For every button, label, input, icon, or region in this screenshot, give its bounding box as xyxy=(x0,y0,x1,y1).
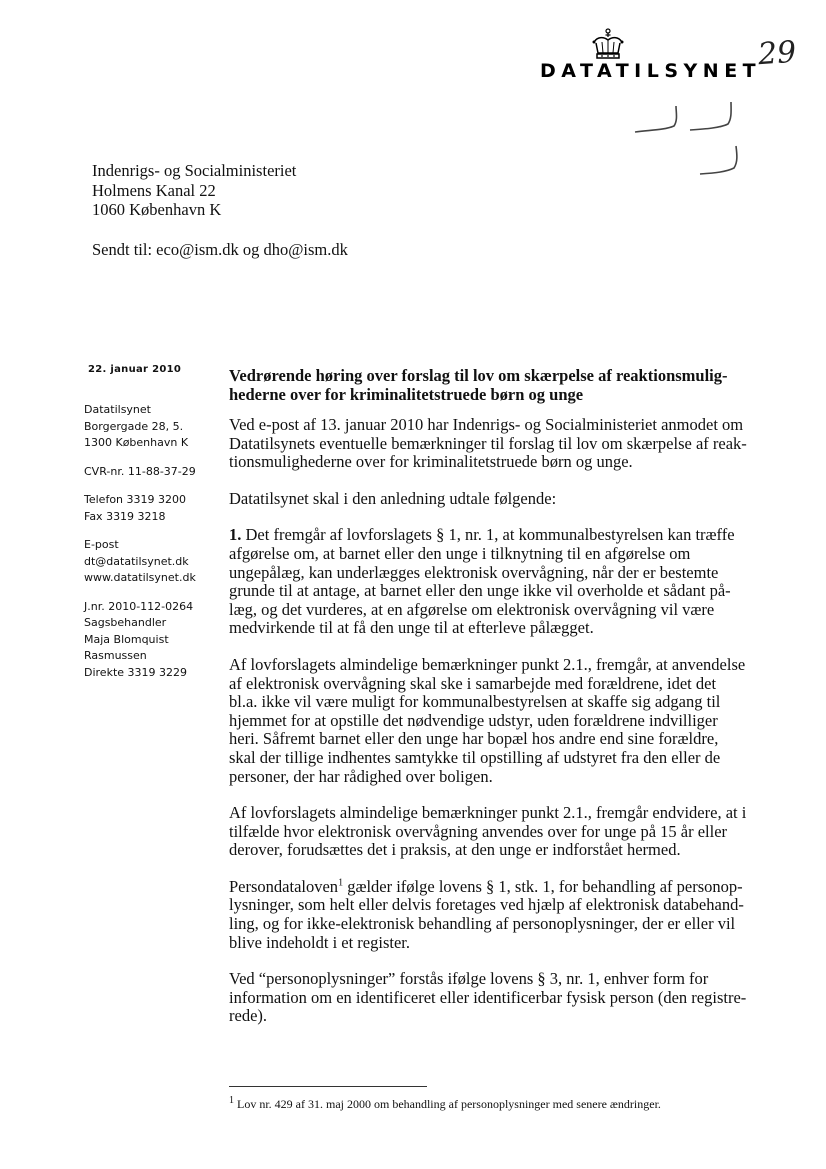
recipient-city: 1060 København K xyxy=(92,200,222,219)
paragraph-definition: Ved “personoplysninger” forstås ifølge lovens § 3, nr. 1, enhver form for information om en identificeret eller identificerbar fysisk person (den registre- rede). xyxy=(229,969,747,1026)
paragraph-remarks-1: Af lovforslagets almindelige bemærkninger punkt 2.1., fremgår, at anvendelse af elektronisk overvågning skal ske i samarbejde med forældrene, idet det bl.a. ikke vil være muligt for kommunalbestyrelsen at skaffe sig adgang til hjemmet for at opstille det nødvendige udstyr, uden forældrene indvilliger heri. Såfremt barnet eller den unge har bopæl hos andre end sine forældre, skal der tillige indhentes samtykke til opstilling af udstyret fra den eller de personer, der har rådighed over boligen. xyxy=(229,654,746,786)
recipient-name: Indenrigs- og Socialministeriet xyxy=(92,161,297,180)
paragraph-statement: Datatilsynet skal i den anledning udtale følgende: xyxy=(229,488,557,508)
footnote-text: Lov nr. 429 af 31. maj 2000 om behandling af personoplysninger med senere ændringer. xyxy=(234,1097,661,1111)
sender-email-label: E-post xyxy=(84,538,119,551)
footnote-divider xyxy=(229,1086,427,1087)
direct-phone: Direkte 3319 3229 xyxy=(84,665,188,679)
case-handler-surname: Rasmussen xyxy=(84,649,147,662)
journal-number: J.nr. 2010-112-0264 xyxy=(84,599,194,613)
footnote-reference: 1 xyxy=(338,877,344,889)
paragraph-section-1: 1. Det fremgår af lovforslagets § 1, nr. 1, at kommunalbestyrelsen kan træffe afgørelse om, at barnet eller den unge i tilknytning til en afgørelse om ungepålæg, kan underlægges elektronisk overvågning, når der er bestemte grunde til at antage, at barnet eller den unge ikke vil overholde et sådant på- læg, og det vurderes, at en afgørelse om elektronisk overvågning vil være medvirkende til at få den unge til at efterleve pålægget. xyxy=(229,525,735,638)
sent-to-line: Sendt til: eco@ism.dk og dho@ism.dk xyxy=(92,240,348,259)
sender-email: dt@datatilsynet.dk xyxy=(84,554,189,568)
letter-date: 22. januar 2010 xyxy=(88,364,182,375)
sender-website: www.datatilsynet.dk xyxy=(84,571,196,584)
case-handler-label: Sagsbehandler xyxy=(84,616,167,629)
datatilsynet-logo: DATATILSYNET xyxy=(540,60,762,82)
paragraph-remarks-2: Af lovforslagets almindelige bemærkninger punkt 2.1., fremgår endvidere, at i tilfælde hvor elektronisk overvågning anvendes over for unge på 15 år eller derover, forudsættes det i praksis, at den unge er indforstået hermed. xyxy=(229,803,747,860)
footnote xyxy=(229,1097,661,1112)
recipient-street: Holmens Kanal 22 xyxy=(92,180,216,200)
sender-info-sidebar xyxy=(84,402,224,681)
royal-crown-icon xyxy=(590,28,626,62)
recipient-address xyxy=(92,161,296,220)
handwritten-page-number: 29 xyxy=(756,34,798,73)
sender-cvr: CVR-nr. 11-88-37-29 xyxy=(84,464,196,478)
sender-street: Borgergade 28, 5. xyxy=(84,419,184,433)
footnote-marker: 1 xyxy=(229,1095,234,1106)
paragraph-intro: Ved e-post af 13. januar 2010 har Indenrigs- og Socialministeriet anmodet om Datatilsynets eventuelle bemærkninger til forslag til lov om skærpelse af reak- tionsmulighederne over for kriminalitetstruede børn og unge. xyxy=(229,415,747,472)
sender-org: Datatilsynet xyxy=(84,403,151,416)
handwritten-marks xyxy=(630,100,760,190)
case-handler-name: Maja Blomquist xyxy=(84,632,169,646)
sender-fax: Fax 3319 3218 xyxy=(84,509,166,523)
letter-body xyxy=(229,366,774,1044)
sender-phone: Telefon 3319 3200 xyxy=(84,493,186,506)
paragraph-persondataloven: Persondataloven$^1$ gælder ifølge lovens § 1, stk. 1, for behandling af personop- lysninger, som helt eller delvis foretages ved hjælp af elektronisk databehand- ling, og for ikke-elektronisk behandling af personoplysninger, der er eller vil blive indeholdt i et register. xyxy=(229,876,744,952)
section-number: 1. xyxy=(229,525,242,545)
sender-city: 1300 København K xyxy=(84,436,189,449)
letter-subject: Vedrørende høring over forslag til lov om skærpelse af reaktionsmulig- hederne over for kriminalitetstruede børn og unge xyxy=(229,366,728,404)
